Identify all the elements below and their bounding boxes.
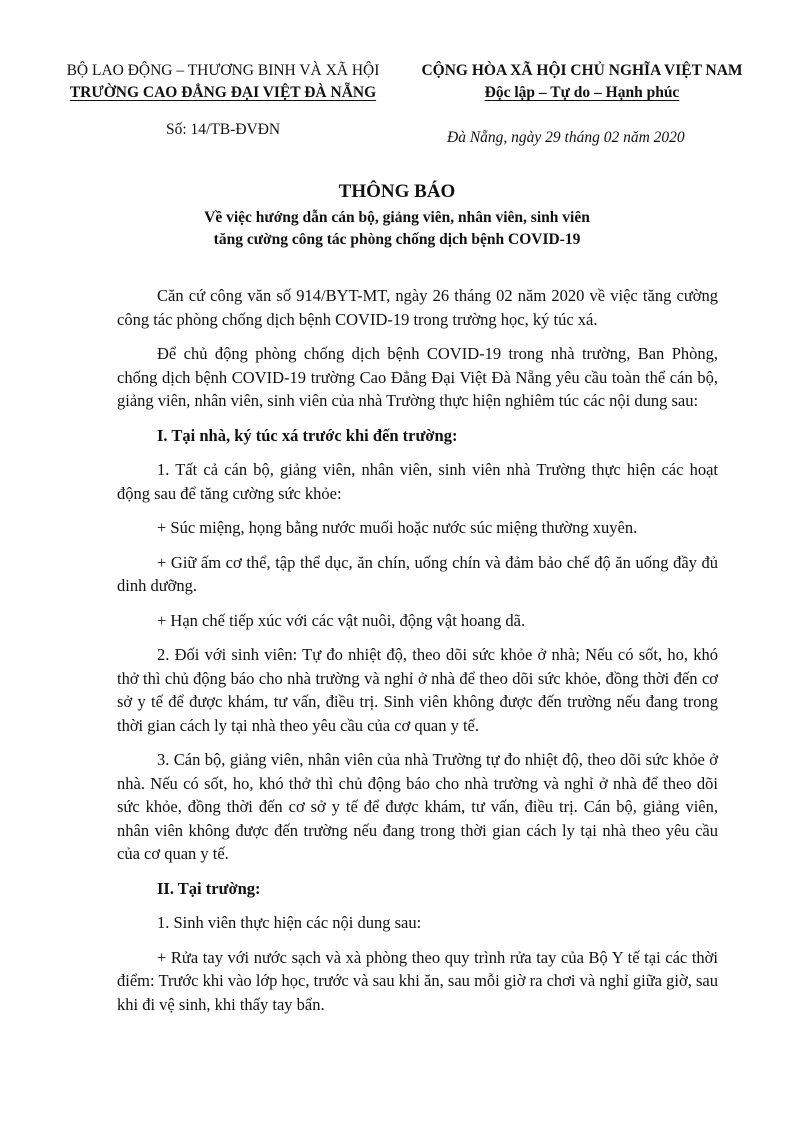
school-name: TRƯỜNG CAO ĐẲNG ĐẠI VIỆT ĐÀ NẴNG <box>69 84 377 101</box>
body-paragraph: 1. Sinh viên thực hiện các nội dung sau: <box>157 913 422 932</box>
ministry-name: BỘ LAO ĐỘNG – THƯƠNG BINH VÀ XÃ HỘI <box>66 62 380 79</box>
bullet-item: + Hạn chế tiếp xúc với các vật nuôi, động vật hoang dã. <box>157 610 526 630</box>
bullet-item: + Giữ ấm cơ thể, tập thể dục, ăn chín, uống chín và đảm bảo chế độ ăn uống đầy đủ dinh dưỡng. <box>117 552 718 595</box>
body-paragraph: Để chủ động phòng chống dịch bệnh COVID-19 trong nhà trường, Ban Phòng, chống dịch bệnh COVID-19 trường Cao Đẳng Đại Việt Đà Nẵng yêu cầu toàn thể cán bộ, giảng viên, nhân viên, sinh viên của nhà Trường thực hiện nghiêm túc các nội dung sau: <box>117 344 718 410</box>
body-paragraph: 2. Đối với sinh viên: Tự đo nhiệt độ, theo dõi sức khỏe ở nhà; Nếu có sốt, ho, khó thở thì chủ động báo cho nhà trường và nghỉ ở nhà để theo dõi sức khỏe, đồng thời đến cơ sở y tế để được khám, tư vấn, điều trị. Sinh viên không được đến trường nếu đang trong thời gian cách ly tại nhà theo yêu cầu của cơ quan y tế. <box>117 645 718 735</box>
body-paragraph: Căn cứ công văn số 914/BYT-MT, ngày 26 tháng 02 năm 2020 về việc tăng cường công tác phòng chống dịch bệnh COVID-19 trong trường học, ký túc xá. <box>117 286 718 329</box>
place-and-date: Đà Nẵng, ngày 29 tháng 02 năm 2020 <box>447 129 685 146</box>
subtitle-line: Về việc hướng dẫn cán bộ, giảng viên, nhân viên, sinh viên <box>204 209 590 226</box>
section-heading: I. Tại nhà, ký túc xá trước khi đến trường: <box>157 425 458 445</box>
issuer-block <box>58 60 388 104</box>
bullet-item: + Súc miệng, họng bằng nước muối hoặc nước súc miệng thường xuyên. <box>157 518 638 537</box>
body-paragraph: 1. Tất cả cán bộ, giảng viên, nhân viên, sinh viên nhà Trường thực hiện các hoạt động sau để tăng cường sức khỏe: <box>117 460 718 503</box>
document-subtitle <box>0 207 794 251</box>
document-body <box>117 284 718 1016</box>
document-title: THÔNG BÁO <box>338 181 456 202</box>
body-paragraph: 3. Cán bộ, giảng viên, nhân viên của nhà Trường tự đo nhiệt độ, theo dõi sức khỏe ở nhà. Nếu có sốt, ho, khó thở thì chủ động báo cho nhà trường và nghỉ ở nhà để theo dõi sức khỏe, đồng thời đến cơ sở y tế để được khám, tư vấn, điều trị. Cán bộ, giảng viên, nhân viên không được đến trường nếu đang trong thời gian cách ly tại nhà theo yêu cầu của cơ quan y tế. <box>117 750 718 863</box>
bullet-item: + Rửa tay với nước sạch và xà phòng theo quy trình rửa tay của Bộ Y tế tại các thời điểm: Trước khi vào lớp học, trước và sau khi ăn, sau mỗi giờ ra chơi và nghỉ giữa giờ, sau khi đi vệ sinh, khi thấy tay bẩn. <box>117 947 718 1014</box>
section-heading: II. Tại trường: <box>157 878 261 898</box>
subtitle-line: tăng cường công tác phòng chống dịch bệnh COVID-19 <box>213 231 581 248</box>
national-motto-block <box>412 60 752 104</box>
motto: Độc lập – Tự do – Hạnh phúc <box>484 84 680 101</box>
country-name: CỘNG HÒA XÃ HỘI CHỦ NGHĨA VIỆT NAM <box>421 62 743 79</box>
document-number: Số: 14/TB-ĐVĐN <box>166 121 281 138</box>
